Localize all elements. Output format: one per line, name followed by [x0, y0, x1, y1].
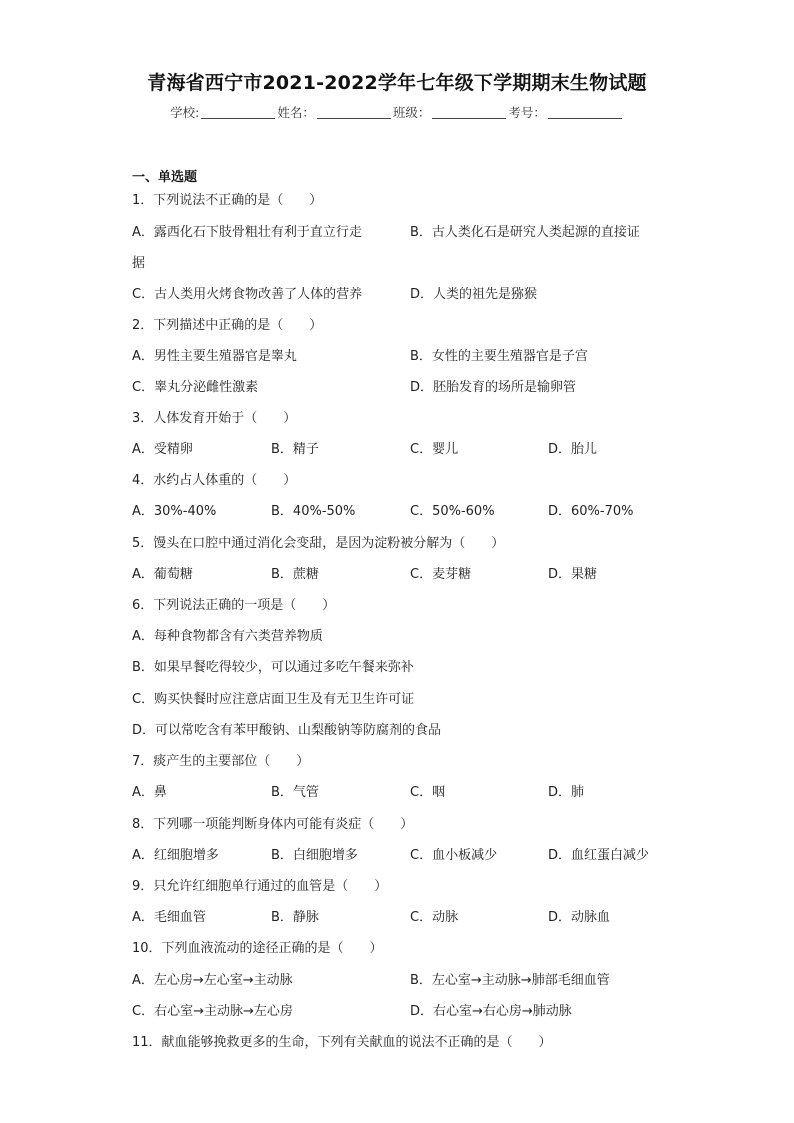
name-blank [317, 106, 391, 119]
question-4-option-c: C．50%-60% [410, 504, 495, 519]
number-label: 考号： [508, 105, 546, 120]
question-1-option-d: D．人类的祖先是猕猴 [410, 287, 538, 302]
question-7-option-a: A．鼻 [132, 785, 167, 800]
number-blank [548, 106, 622, 119]
question-2-stem: 2．下列描述中正确的是（ ） [132, 318, 323, 333]
question-5-option-c: C．麦芽糖 [410, 567, 472, 582]
question-5-option-d: D．果糖 [548, 567, 598, 582]
school-label: 学校: [170, 105, 200, 120]
question-3-option-c: C．婴儿 [410, 442, 459, 457]
question-7-stem: 7．痰产生的主要部位（ ） [132, 754, 310, 769]
question-3-stem: 3．人体发育开始于（ ） [132, 411, 297, 426]
question-9-option-d: D．动脉血 [548, 910, 611, 925]
question-8-option-a: A．红细胞增多 [132, 848, 219, 863]
question-7-option-b: B．气管 [271, 785, 319, 800]
question-1-option-c: C．古人类用火烤食物改善了人体的营养 [132, 287, 363, 302]
question-9-option-a: A．毛细血管 [132, 910, 206, 925]
question-3-option-b: B．精子 [271, 442, 319, 457]
question-10-option-b: B．左心室→主动脉→肺部毛细血管 [410, 973, 610, 988]
question-4-stem: 4．水约占人体重的（ ） [132, 473, 297, 488]
class-label: 班级： [392, 105, 431, 120]
question-9-option-b: B．静脉 [271, 910, 319, 925]
question-6-option-c: C．购买快餐时应注意店面卫生及有无卫生许可证 [132, 692, 415, 707]
question-2-option-a: A．男性主要生殖器官是睾丸 [132, 349, 297, 364]
question-6-option-b: B．如果早餐吃得较少，可以通过多吃午餐来弥补 [132, 660, 414, 675]
question-4-option-b: B．40%-50% [271, 504, 356, 519]
question-1-option-a: A．露西化石下肢骨粗壮有利于直立行走 [132, 225, 362, 240]
page-title: 青海省西宁市2021-2022学年七年级下学期期末生物试题 [147, 72, 647, 94]
question-8-option-b: B．白细胞增多 [271, 848, 358, 863]
question-10-option-d: D．右心室→右心房→肺动脉 [410, 1004, 572, 1019]
student-info-row [0, 103, 794, 121]
question-9-stem: 9．只允许红细胞单行通过的血管是（ ） [132, 879, 388, 894]
question-1-option-b: B．古人类化石是研究人类起源的直接证 [410, 225, 640, 240]
question-8-stem: 8．下列哪一项能判断身体内可能有炎症（ ） [132, 817, 414, 832]
question-6-stem: 6．下列说法正确的一项是（ ） [132, 598, 336, 613]
question-7-option-d: D．肺 [548, 785, 585, 800]
question-3-option-d: D．胎儿 [548, 442, 598, 457]
question-2-option-d: D．胚胎发育的场所是输卵管 [410, 380, 577, 395]
question-6-option-d: D．可以常吃含有苯甲酸钠、山梨酸钠等防腐剂的食品 [132, 723, 442, 738]
question-1-option-b-cont: 据 [132, 256, 146, 271]
question-10-option-c: C．右心室→主动脉→左心房 [132, 1004, 293, 1019]
question-11-stem: 11．献血能够挽救更多的生命，下列有关献血的说法不正确的是（ ） [132, 1035, 552, 1050]
question-5-option-b: B．蔗糖 [271, 567, 319, 582]
question-8-option-d: D．血红蛋白减少 [548, 848, 650, 863]
name-label: 姓名： [277, 105, 315, 120]
section-heading: 一、单选题 [132, 170, 198, 185]
school-blank [201, 106, 275, 119]
question-10-option-a: A．左心房→左心室→主动脉 [132, 973, 293, 988]
question-4-option-a: A．30%-40% [132, 504, 217, 519]
question-2-option-c: C．睾丸分泌雌性激素 [132, 380, 259, 395]
question-1-stem: 1．下列说法不正确的是（ ） [132, 193, 323, 208]
question-4-option-d: D．60%-70% [548, 504, 634, 519]
question-5-stem: 5．馒头在口腔中通过消化会变甜，是因为淀粉被分解为（ ） [132, 536, 505, 551]
question-8-option-c: C．血小板减少 [410, 848, 498, 863]
question-9-option-c: C．动脉 [410, 910, 459, 925]
class-blank [432, 106, 506, 119]
question-2-option-b: B．女性的主要生殖器官是子宫 [410, 349, 588, 364]
question-5-option-a: A．葡萄糖 [132, 567, 193, 582]
question-10-stem: 10．下列血液流动的途径正确的是（ ） [132, 941, 383, 956]
question-3-option-a: A．受精卵 [132, 442, 193, 457]
question-7-option-c: C．咽 [410, 785, 446, 800]
question-6-option-a: A．每种食物都含有六类营养物质 [132, 629, 323, 644]
